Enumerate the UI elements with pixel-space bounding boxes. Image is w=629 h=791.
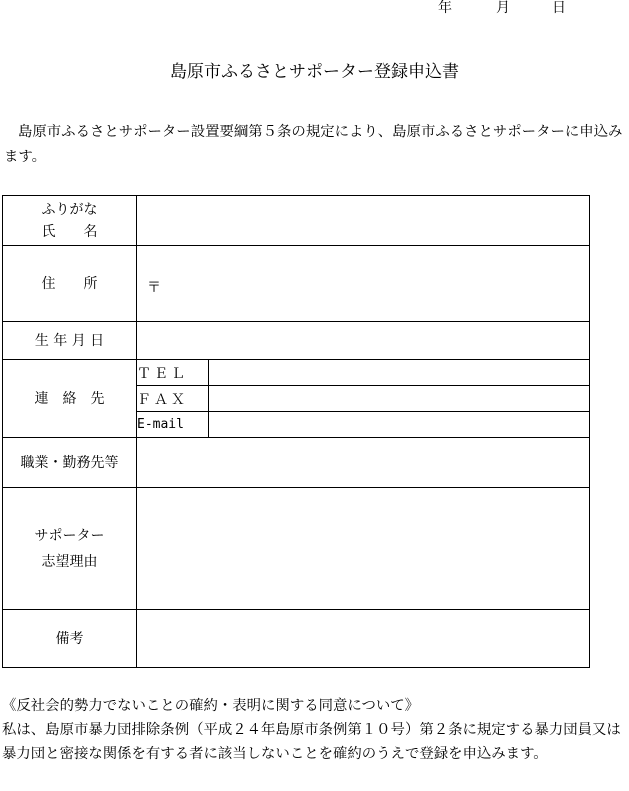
fax-field[interactable] bbox=[209, 386, 590, 412]
date-day: 日 bbox=[552, 0, 566, 16]
date-year: 年 bbox=[438, 0, 452, 16]
date-month: 月 bbox=[496, 0, 510, 16]
reason-field[interactable] bbox=[137, 488, 590, 610]
tel-field[interactable] bbox=[209, 360, 590, 386]
reason-label-line-2: 志望理由 bbox=[41, 553, 98, 570]
registration-form bbox=[2, 195, 590, 668]
occupation-field[interactable] bbox=[137, 438, 590, 488]
fax-label: ＦＡＸ bbox=[137, 386, 209, 412]
notice-heading: 《反社会的勢力でないことの確約・表明に関する同意について》 bbox=[2, 698, 420, 714]
notice-section bbox=[2, 694, 629, 766]
notice-body: 私は、島原市暴力団排除条例（平成２４年島原市条例第１０号）第２条に規定する暴力団員又は暴力団と密接な関係を有する者に該当しないことを確約のうえで登録を申込みます。 bbox=[2, 722, 621, 762]
remarks-row bbox=[3, 610, 590, 668]
email-label: E-mail bbox=[137, 412, 209, 438]
reason-row bbox=[3, 488, 590, 610]
tel-label: ＴＥＬ bbox=[137, 360, 209, 386]
reason-label-cell bbox=[3, 488, 137, 610]
birthdate-label: 生 年 月 日 bbox=[3, 322, 137, 360]
name-field[interactable] bbox=[137, 196, 590, 246]
name-label-cell bbox=[3, 196, 137, 246]
address-row bbox=[3, 246, 590, 322]
reason-label-line-1: サポーター bbox=[34, 527, 105, 544]
remarks-label: 備考 bbox=[3, 610, 137, 668]
contact-label: 連 絡 先 bbox=[3, 360, 137, 438]
date-line bbox=[438, 0, 566, 16]
name-label: 氏 名 bbox=[41, 223, 98, 240]
remarks-field[interactable] bbox=[137, 610, 590, 668]
address-label: 住 所 bbox=[3, 246, 137, 322]
postal-mark: 〒 bbox=[147, 279, 161, 296]
name-row bbox=[3, 196, 590, 246]
occupation-row bbox=[3, 438, 590, 488]
name-furigana-label: ふりがな bbox=[41, 201, 98, 218]
birthdate-row bbox=[3, 322, 590, 360]
page-title: 島原市ふるさとサポーター登録申込書 bbox=[170, 62, 459, 82]
birthdate-field[interactable] bbox=[137, 322, 590, 360]
occupation-label: 職業・勤務先等 bbox=[3, 438, 137, 488]
intro-text: 島原市ふるさとサポーター設置要綱第５条の規定により、島原市ふるさとサポーターに申込みます。 bbox=[4, 124, 623, 165]
email-field[interactable] bbox=[209, 412, 590, 438]
tel-row bbox=[3, 360, 590, 386]
address-field[interactable] bbox=[137, 246, 590, 322]
